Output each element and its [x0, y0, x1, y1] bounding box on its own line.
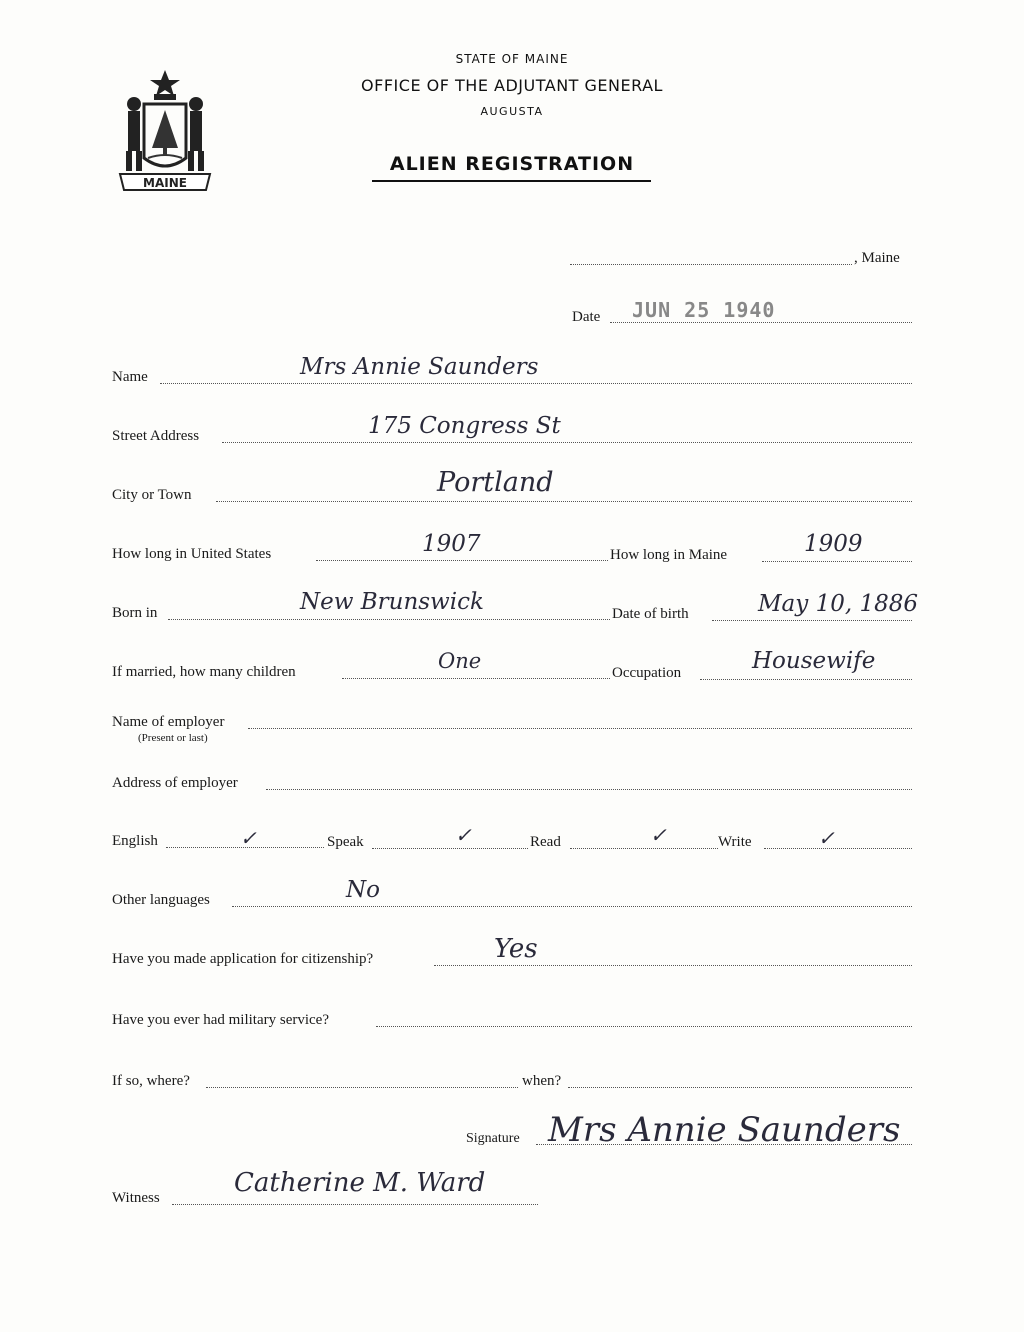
date-line	[610, 322, 912, 323]
read-line	[570, 848, 718, 849]
employer-address-label: Address of employer	[112, 775, 238, 791]
witness-value: Catherine M. Ward	[234, 1168, 486, 1198]
witness-line	[172, 1204, 538, 1205]
english-label: English	[112, 833, 158, 849]
name-line	[160, 383, 912, 384]
children-line	[342, 678, 610, 679]
occupation-value: Housewife	[752, 648, 876, 674]
employer-label: Name of employer	[112, 714, 225, 730]
us-years-line	[316, 560, 608, 561]
citizenship-value: Yes	[494, 934, 538, 964]
english-check: ✓	[240, 826, 257, 850]
write-check: ✓	[818, 826, 835, 850]
write-line	[764, 848, 912, 849]
employer-sublabel: (Present or last)	[138, 732, 208, 744]
speak-label: Speak	[327, 834, 364, 850]
page-title: ALIEN REGISTRATION	[389, 153, 635, 175]
maine-years-line	[762, 561, 912, 562]
born-in-value: New Brunswick	[300, 589, 484, 615]
other-languages-line	[232, 906, 912, 907]
city-value: Portland	[437, 467, 554, 498]
name-label: Name	[112, 369, 148, 385]
witness-label: Witness	[112, 1190, 160, 1206]
occupation-line	[700, 679, 912, 680]
header-state: STATE OF MAINE	[455, 52, 569, 66]
signature-value: Mrs Annie Saunders	[548, 1110, 901, 1150]
dob-label: Date of birth	[612, 606, 689, 622]
dob-value: May 10, 1886	[758, 591, 918, 617]
where-label: If so, where?	[112, 1073, 190, 1089]
header-city: AUGUSTA	[480, 105, 544, 118]
name-value: Mrs Annie Saunders	[300, 354, 539, 380]
city-line	[216, 501, 912, 502]
when-line	[568, 1087, 912, 1088]
citizenship-label: Have you made application for citizenship?	[112, 951, 374, 967]
employer-address-line	[266, 789, 912, 790]
header-office: OFFICE OF THE ADJUTANT GENERAL	[361, 76, 663, 95]
children-value: One	[438, 649, 482, 673]
employer-line	[248, 728, 912, 729]
dob-line	[712, 620, 912, 621]
read-check: ✓	[650, 823, 667, 847]
military-label: Have you ever had military service?	[112, 1012, 329, 1028]
speak-check: ✓	[455, 823, 472, 847]
place-suffix: , Maine	[854, 250, 900, 266]
place-line	[570, 264, 852, 265]
street-label: Street Address	[112, 428, 200, 444]
born-in-label: Born in	[112, 605, 158, 621]
seal-text: MAINE	[143, 176, 187, 190]
speak-line	[372, 848, 528, 849]
title-underline	[372, 180, 651, 182]
maine-years-value: 1909	[804, 531, 863, 557]
military-line	[376, 1026, 912, 1027]
street-value: 175 Congress St	[368, 413, 561, 439]
date-label: Date	[572, 309, 601, 325]
citizenship-line	[434, 965, 912, 966]
other-languages-value: No	[346, 877, 380, 903]
occupation-label: Occupation	[612, 665, 682, 681]
us-years-value: 1907	[422, 531, 481, 557]
us-years-label: How long in United States	[112, 546, 272, 562]
city-label: City or Town	[112, 487, 192, 503]
where-line	[206, 1087, 518, 1088]
born-in-line	[168, 619, 610, 620]
when-label: when?	[522, 1073, 562, 1089]
write-label: Write	[718, 834, 752, 850]
date-stamp: JUN 25 1940	[632, 298, 776, 322]
read-label: Read	[530, 834, 561, 850]
maine-years-label: How long in Maine	[610, 547, 728, 563]
children-label: If married, how many children	[112, 664, 296, 680]
street-line	[222, 442, 912, 443]
other-languages-label: Other languages	[112, 892, 210, 908]
signature-label: Signature	[466, 1131, 520, 1146]
